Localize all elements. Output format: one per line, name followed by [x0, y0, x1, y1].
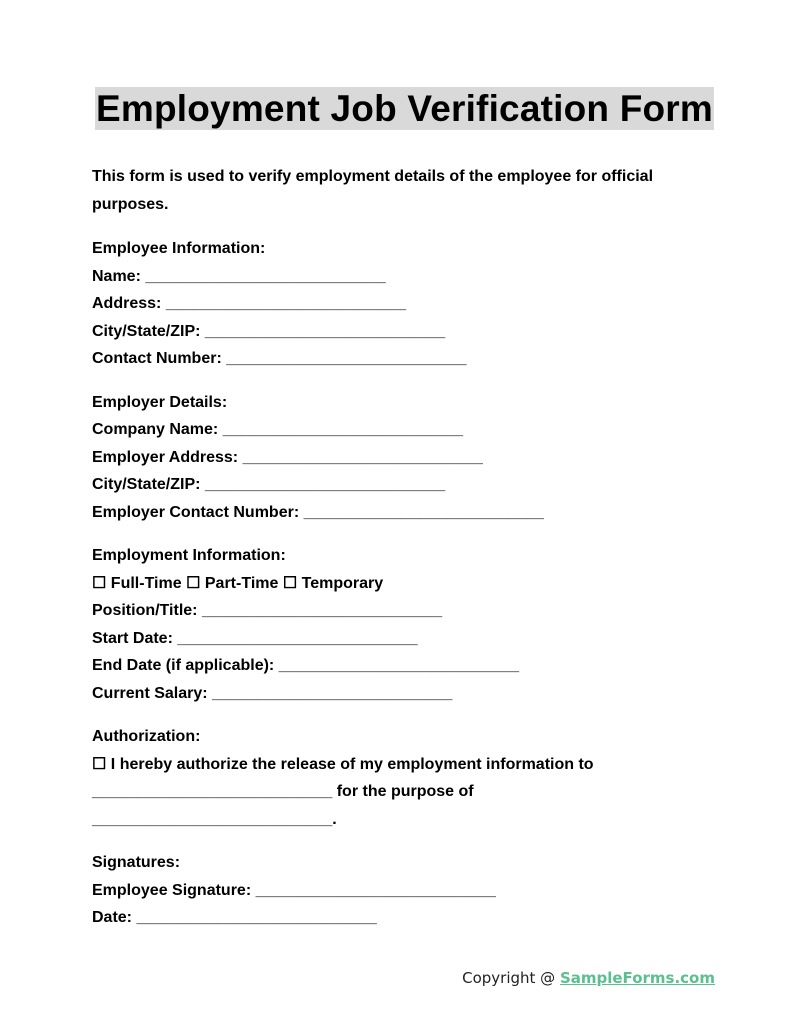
- field-label: Address:: [92, 295, 162, 312]
- fill-in-blank[interactable]: ___________________________: [204, 322, 446, 340]
- end-punctuation: .: [332, 810, 337, 828]
- signatures-section: [92, 849, 732, 932]
- section-heading: Employment Information:: [92, 547, 286, 564]
- fill-in-blank[interactable]: ___________________________: [255, 881, 496, 899]
- field-label: Position/Title:: [92, 602, 198, 619]
- authorization-checkbox[interactable]: [92, 751, 732, 779]
- section-heading: Employee Information:: [92, 240, 266, 257]
- company-name-field[interactable]: [92, 416, 732, 444]
- checkbox-icon: ☐: [186, 574, 201, 592]
- fill-in-blank[interactable]: ___________________________: [136, 909, 377, 926]
- position-title-field[interactable]: [92, 597, 732, 625]
- field-label: Employer Address:: [92, 448, 239, 466]
- employee-signature-field[interactable]: [92, 877, 732, 905]
- field-label: Current Salary:: [92, 684, 208, 702]
- section-heading: Signatures:: [92, 854, 181, 871]
- authorization-section: [92, 723, 732, 833]
- fill-in-blank[interactable]: ___________________________: [145, 267, 386, 285]
- field-label: City/State/ZIP:: [92, 476, 201, 493]
- field-label: Employee Signature:: [92, 881, 252, 899]
- employee-information-section: [92, 235, 732, 373]
- employee-address-field[interactable]: [92, 290, 732, 318]
- employee-contact-number-field[interactable]: [92, 345, 732, 373]
- field-label: City/State/ZIP:: [92, 322, 201, 340]
- part-time-checkbox[interactable]: [186, 575, 278, 592]
- employment-type-options: [92, 570, 732, 598]
- temporary-checkbox[interactable]: [283, 575, 383, 592]
- employer-city-state-zip-field[interactable]: [92, 471, 732, 499]
- intro-text: This form is used to verify employment details of the employee for official purposes.: [92, 168, 654, 213]
- authorization-purpose-line: [92, 806, 732, 834]
- employer-address-field[interactable]: [92, 444, 732, 472]
- field-label: Employer Contact Number:: [92, 503, 300, 521]
- authorization-statement: I hereby authorize the release of my employment information to: [110, 755, 594, 773]
- checkbox-icon: ☐: [92, 755, 107, 773]
- page-title: Employment Job Verification Form: [95, 88, 713, 129]
- employer-details-section: [92, 389, 732, 527]
- recipient-blank[interactable]: ___________________________: [92, 783, 333, 800]
- employee-city-state-zip-field[interactable]: [92, 318, 732, 346]
- purpose-text: for the purpose of: [336, 783, 474, 800]
- title-container: [0, 87, 809, 130]
- copyright-prefix: Copyright @: [462, 969, 556, 987]
- fill-in-blank[interactable]: ___________________________: [165, 295, 407, 312]
- purpose-blank[interactable]: ___________________________: [92, 810, 333, 828]
- end-date-field[interactable]: [92, 652, 732, 680]
- checkbox-icon: ☐: [92, 574, 107, 592]
- field-label: Contact Number:: [92, 350, 222, 367]
- fill-in-blank[interactable]: ___________________________: [278, 657, 519, 674]
- current-salary-field[interactable]: [92, 680, 732, 708]
- full-time-checkbox[interactable]: [92, 575, 182, 592]
- fill-in-blank[interactable]: ___________________________: [222, 421, 463, 438]
- checkbox-label: Temporary: [301, 574, 384, 592]
- field-label: Company Name:: [92, 421, 219, 438]
- authorization-recipient-line: [92, 778, 732, 806]
- checkbox-label: Full-Time: [110, 574, 182, 592]
- employment-information-section: [92, 542, 732, 707]
- fill-in-blank[interactable]: ___________________________: [177, 629, 418, 647]
- fill-in-blank[interactable]: ___________________________: [201, 602, 443, 619]
- field-label: End Date (if applicable):: [92, 657, 275, 674]
- section-heading: Authorization:: [92, 728, 201, 745]
- employer-contact-number-field[interactable]: [92, 499, 732, 527]
- field-label: Start Date:: [92, 629, 173, 647]
- fill-in-blank[interactable]: ___________________________: [303, 503, 544, 521]
- copyright-footer: [462, 966, 715, 990]
- sampleforms-link[interactable]: SampleForms.com: [559, 969, 715, 987]
- field-label: Name:: [92, 267, 141, 285]
- signature-date-field[interactable]: [92, 904, 732, 932]
- section-heading: Employer Details:: [92, 393, 228, 411]
- form-content: [92, 163, 732, 948]
- checkbox-label: Part-Time: [204, 574, 279, 592]
- field-label: Date:: [92, 909, 133, 926]
- fill-in-blank[interactable]: ___________________________: [212, 684, 453, 702]
- employee-name-field[interactable]: [92, 263, 732, 291]
- fill-in-blank[interactable]: ___________________________: [226, 350, 467, 367]
- fill-in-blank[interactable]: ___________________________: [242, 448, 483, 466]
- start-date-field[interactable]: [92, 625, 732, 653]
- checkbox-icon: ☐: [282, 574, 298, 592]
- fill-in-blank[interactable]: ___________________________: [204, 476, 446, 493]
